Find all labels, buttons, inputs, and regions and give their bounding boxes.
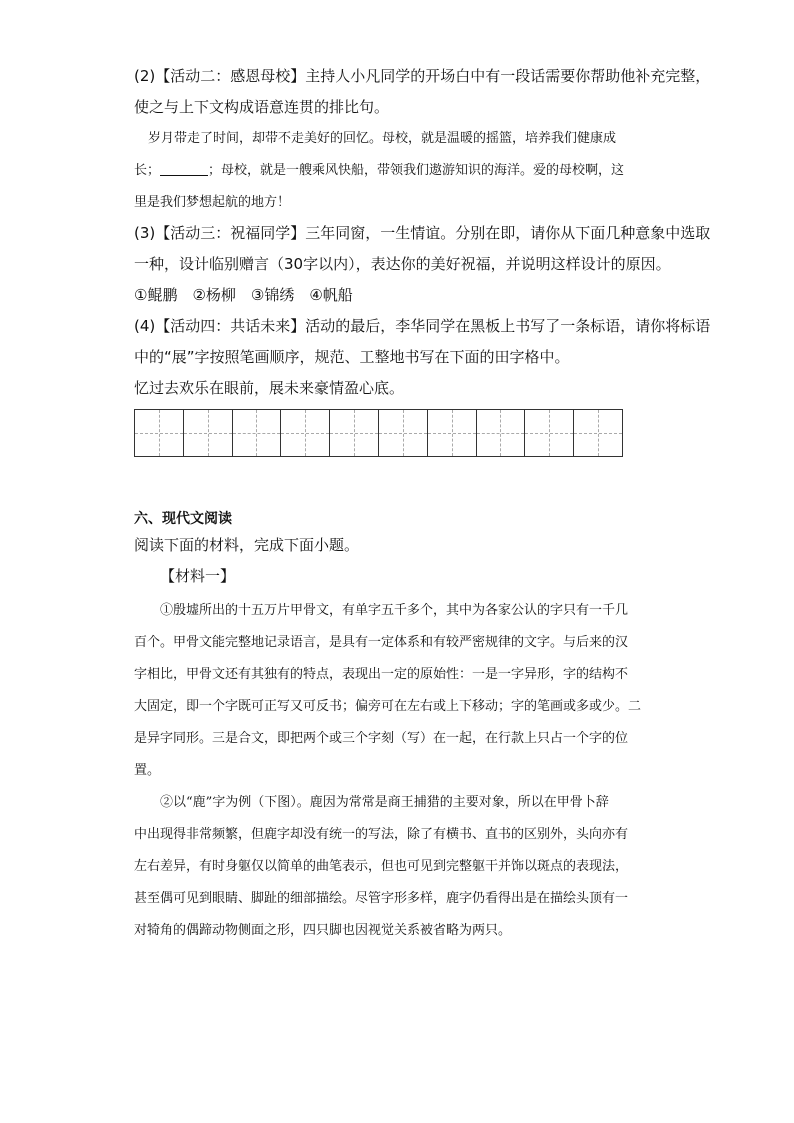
- section-6-intro: 阅读下面的材料，完成下面小题。: [134, 536, 360, 554]
- tianzi-cell[interactable]: [135, 410, 184, 456]
- q2-passage-suffix: ；母校，就是一艘乘风快船，带领我们遨游知识的海洋。爱的母校啊，这: [208, 163, 625, 178]
- material-1-label: 【材料一】: [160, 567, 236, 585]
- q2-passage-line-1: 岁月带走了时间，却带不走美好的回忆。母校，就是温暖的摇篮，培养我们健康成: [148, 131, 617, 146]
- tianzi-cell[interactable]: [281, 410, 330, 456]
- q2-prompt-line-1: (2)【活动二：感恩母校】主持人小凡同学的开场白中有一段话需要你帮助他补充完整，: [134, 67, 711, 85]
- material-1-p2-line-5: 对犄角的偶蹄动物侧面之形，四只脚也因视觉关系被省略为两只。: [134, 923, 512, 938]
- tianzi-cell[interactable]: [330, 410, 379, 456]
- material-1-p2-line-3: 左右差异，有时身躯仅以简单的曲笔表示，但也可见到完整躯干并饰以斑点的表现法，: [134, 859, 629, 874]
- q3-prompt-line-1: (3)【活动三：祝福同学】三年同窗，一生情谊。分别在即，请你从下面几种意象中选取: [134, 224, 711, 242]
- material-1-p2-line-1: ②以“鹿”字为例（下图）。鹿因为常常是商王捕猎的主要对象，所以在甲骨卜辞: [160, 795, 609, 810]
- material-1-p2-line-4: 甚至偶可见到眼睛、脚趾的细部描绘。尽管字形多样，鹿字仍看得出是在描绘头顶有一: [134, 891, 629, 906]
- q3-prompt-line-2: 一种，设计临别赠言（30字以内），表达你的美好祝福，并说明这样设计的原因。: [134, 255, 671, 273]
- tianzi-cell[interactable]: [428, 410, 477, 456]
- q2-passage-line-3: 里是我们梦想起航的地方！: [134, 195, 291, 210]
- q2-passage-prefix: 长；: [134, 163, 161, 178]
- tianzi-grid: [134, 409, 623, 457]
- tianzi-cell[interactable]: [525, 410, 574, 456]
- tianzi-cell[interactable]: [574, 410, 622, 456]
- tianzi-cell[interactable]: [184, 410, 233, 456]
- material-1-p1-line-5: 是异字同形。三是合文，即把两个或三个字刻（写）在一起，在行款上只占一个字的位: [134, 731, 629, 746]
- section-6-title: 六、现代文阅读: [134, 511, 232, 527]
- q2-prompt-line-2: 使之与上下文构成语意连贯的排比句。: [134, 98, 390, 116]
- tianzi-cell[interactable]: [477, 410, 526, 456]
- material-1-p1-line-2: 百个。甲骨文能完整地记录语言，是具有一定体系和有较严密规律的文字。与后来的汉: [134, 635, 629, 650]
- material-1-p1-line-3: 字相比，甲骨文还有其独有的特点，表现出一定的原始性：一是一字异形，字的结构不: [134, 667, 629, 682]
- material-1-p1-line-4: 大固定，即一个字既可正写又可反书；偏旁可在左右或上下移动；字的笔画或多或少。二: [134, 699, 642, 714]
- tianzi-cell[interactable]: [379, 410, 428, 456]
- q2-passage-line-2: [134, 161, 624, 181]
- material-1-p2-line-2: 中出现得非常频繁，但鹿字却没有统一的写法，除了有横书、直书的区别外，头向亦有: [134, 827, 629, 842]
- q2-answer-blank[interactable]: [160, 161, 208, 176]
- q4-prompt-line-1: (4)【活动四：共话未来】活动的最后，李华同学在黑板上书写了一条标语，请你将标语: [134, 317, 711, 335]
- q4-slogan: 忆过去欢乐在眼前，展未来豪情盈心底。: [134, 379, 405, 397]
- material-1-p1-line-6: 置。: [134, 763, 161, 778]
- material-1-p1-line-1: ①殷墟所出的十五万片甲骨文，有单字五千多个，其中为各家公认的字只有一千几: [160, 603, 629, 618]
- q3-options: ①鲲鹏 ②杨柳 ③锦绣 ④帆船: [134, 286, 353, 304]
- q4-prompt-line-2: 中的“展”字按照笔画顺序，规范、工整地书写在下面的田字格中。: [134, 348, 570, 366]
- tianzi-cell[interactable]: [233, 410, 282, 456]
